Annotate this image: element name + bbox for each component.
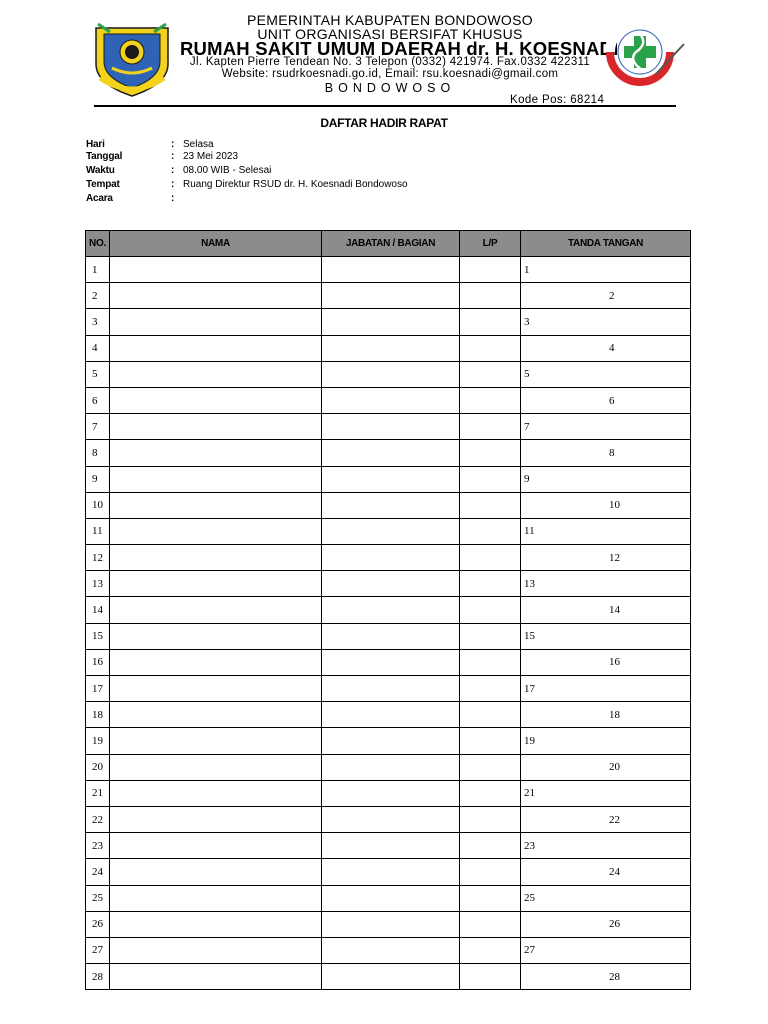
gender-cell[interactable] (460, 623, 521, 649)
table-header-row (86, 231, 691, 257)
name-cell[interactable] (110, 911, 322, 937)
row-number: 18 (86, 702, 110, 728)
info-colon: : (171, 179, 175, 190)
position-cell[interactable] (322, 440, 460, 466)
info-value: 23 Mei 2023 (183, 151, 239, 162)
signature-cell[interactable]: 1 (521, 257, 691, 283)
signature-cell[interactable]: 27 (521, 937, 691, 963)
row-number: 25 (86, 885, 110, 911)
header-gender: L/P (460, 231, 521, 257)
table-row (86, 676, 691, 702)
letterhead-divider (94, 105, 676, 107)
row-number: 26 (86, 911, 110, 937)
table-row (86, 440, 691, 466)
gender-cell[interactable] (460, 649, 521, 675)
position-cell[interactable] (322, 964, 460, 990)
name-cell[interactable] (110, 780, 322, 806)
document-title: DAFTAR HADIR RAPAT (320, 116, 448, 130)
table-row (86, 937, 691, 963)
gender-cell[interactable] (460, 440, 521, 466)
row-number: 15 (86, 623, 110, 649)
signature-cell[interactable]: 6 (521, 387, 691, 413)
gender-cell[interactable] (460, 387, 521, 413)
name-cell[interactable] (110, 806, 322, 832)
position-cell[interactable] (322, 623, 460, 649)
letterhead-contact: Website: rsudrkoesnadi.go.id, Email: rsu.koesnadi@gmail.com (221, 68, 559, 80)
letterhead-government: PEMERINTAH KABUPATEN BONDOWOSO (247, 12, 533, 28)
info-value: 08.00 WIB - Selesai (183, 165, 272, 176)
signature-cell[interactable]: 21 (521, 780, 691, 806)
name-cell[interactable] (110, 937, 322, 963)
row-number: 13 (86, 571, 110, 597)
signature-cell[interactable]: 22 (521, 806, 691, 832)
gender-cell[interactable] (460, 257, 521, 283)
signature-cell[interactable]: 20 (521, 754, 691, 780)
name-cell[interactable] (110, 387, 322, 413)
row-number: 1 (86, 257, 110, 283)
name-cell[interactable] (110, 728, 322, 754)
gender-cell[interactable] (460, 833, 521, 859)
name-cell[interactable] (110, 283, 322, 309)
signature-cell[interactable]: 19 (521, 728, 691, 754)
row-number: 4 (86, 335, 110, 361)
table-row (86, 361, 691, 387)
position-cell[interactable] (322, 833, 460, 859)
position-cell[interactable] (322, 257, 460, 283)
table-row (86, 754, 691, 780)
attendance-table (85, 230, 691, 990)
info-colon: : (171, 139, 175, 150)
info-colon: : (171, 165, 175, 176)
info-label: Waktu (86, 165, 115, 176)
table-row (86, 309, 691, 335)
position-cell[interactable] (322, 754, 460, 780)
signature-cell[interactable]: 5 (521, 361, 691, 387)
name-cell[interactable] (110, 571, 322, 597)
gender-cell[interactable] (460, 859, 521, 885)
position-cell[interactable] (322, 387, 460, 413)
table-row (86, 964, 691, 990)
row-number: 2 (86, 283, 110, 309)
gender-cell[interactable] (460, 335, 521, 361)
name-cell[interactable] (110, 676, 322, 702)
position-cell[interactable] (322, 911, 460, 937)
table-row (86, 885, 691, 911)
bondowoso-emblem-icon (90, 18, 174, 98)
gender-cell[interactable] (460, 911, 521, 937)
name-cell[interactable] (110, 833, 322, 859)
table-row (86, 597, 691, 623)
row-number: 28 (86, 964, 110, 990)
position-cell[interactable] (322, 676, 460, 702)
table-body (86, 257, 691, 990)
signature-cell[interactable]: 4 (521, 335, 691, 361)
signature-cell[interactable]: 13 (521, 571, 691, 597)
table-row (86, 518, 691, 544)
row-number: 16 (86, 649, 110, 675)
gender-cell[interactable] (460, 545, 521, 571)
header-name: NAMA (110, 231, 322, 257)
gender-cell[interactable] (460, 361, 521, 387)
signature-cell[interactable]: 14 (521, 597, 691, 623)
info-value: Ruang Direktur RSUD dr. H. Koesnadi Bondowoso (183, 179, 408, 190)
info-label: Tempat (86, 179, 120, 190)
gender-cell[interactable] (460, 414, 521, 440)
table-row (86, 466, 691, 492)
signature-cell[interactable]: 8 (521, 440, 691, 466)
signature-cell[interactable]: 25 (521, 885, 691, 911)
name-cell[interactable] (110, 885, 322, 911)
table-row (86, 780, 691, 806)
name-cell[interactable] (110, 492, 322, 518)
table-row (86, 545, 691, 571)
signature-cell[interactable]: 24 (521, 859, 691, 885)
position-cell[interactable] (322, 518, 460, 544)
gender-cell[interactable] (460, 309, 521, 335)
gender-cell[interactable] (460, 780, 521, 806)
gender-cell[interactable] (460, 754, 521, 780)
table-row (86, 571, 691, 597)
row-number: 6 (86, 387, 110, 413)
table-row (86, 649, 691, 675)
gender-cell[interactable] (460, 676, 521, 702)
signature-cell[interactable]: 26 (521, 911, 691, 937)
position-cell[interactable] (322, 780, 460, 806)
info-label: Hari (86, 139, 105, 150)
table-row (86, 806, 691, 832)
table-row (86, 257, 691, 283)
info-colon: : (171, 151, 175, 162)
gender-cell[interactable] (460, 597, 521, 623)
position-cell[interactable] (322, 571, 460, 597)
gender-cell[interactable] (460, 885, 521, 911)
header-position: JABATAN / BAGIAN (322, 231, 460, 257)
header-no: NO. (86, 231, 110, 257)
gender-cell[interactable] (460, 702, 521, 728)
position-cell[interactable] (322, 728, 460, 754)
position-cell[interactable] (322, 414, 460, 440)
row-number: 8 (86, 440, 110, 466)
gender-cell[interactable] (460, 492, 521, 518)
name-cell[interactable] (110, 754, 322, 780)
position-cell[interactable] (322, 859, 460, 885)
info-value: Selasa (183, 139, 214, 150)
position-cell[interactable] (322, 937, 460, 963)
name-cell[interactable] (110, 518, 322, 544)
signature-cell[interactable]: 17 (521, 676, 691, 702)
gender-cell[interactable] (460, 283, 521, 309)
row-number: 20 (86, 754, 110, 780)
name-cell[interactable] (110, 623, 322, 649)
position-cell[interactable] (322, 885, 460, 911)
name-cell[interactable] (110, 414, 322, 440)
row-number: 11 (86, 518, 110, 544)
name-cell[interactable] (110, 257, 322, 283)
table-row (86, 387, 691, 413)
signature-cell[interactable]: 11 (521, 518, 691, 544)
postal-code: Kode Pos: 68214 (510, 94, 605, 106)
row-number: 23 (86, 833, 110, 859)
table-row (86, 414, 691, 440)
position-cell[interactable] (322, 283, 460, 309)
info-colon: : (171, 193, 175, 204)
signature-cell[interactable]: 12 (521, 545, 691, 571)
position-cell[interactable] (322, 466, 460, 492)
row-number: 22 (86, 806, 110, 832)
table-row (86, 492, 691, 518)
signature-cell[interactable]: 16 (521, 649, 691, 675)
signature-cell[interactable]: 7 (521, 414, 691, 440)
signature-cell[interactable]: 15 (521, 623, 691, 649)
name-cell[interactable] (110, 440, 322, 466)
gender-cell[interactable] (460, 571, 521, 597)
position-cell[interactable] (322, 545, 460, 571)
table-row (86, 335, 691, 361)
table-row (86, 623, 691, 649)
header-signature: TANDA TANGAN (521, 231, 691, 257)
table-row (86, 911, 691, 937)
gender-cell[interactable] (460, 466, 521, 492)
table-row (86, 702, 691, 728)
signature-cell[interactable]: 2 (521, 283, 691, 309)
position-cell[interactable] (322, 702, 460, 728)
signature-cell[interactable]: 9 (521, 466, 691, 492)
signature-cell[interactable]: 18 (521, 702, 691, 728)
table-row (86, 859, 691, 885)
name-cell[interactable] (110, 335, 322, 361)
gender-cell[interactable] (460, 806, 521, 832)
signature-cell[interactable]: 23 (521, 833, 691, 859)
row-number: 9 (86, 466, 110, 492)
row-number: 17 (86, 676, 110, 702)
name-cell[interactable] (110, 309, 322, 335)
table-row (86, 833, 691, 859)
letterhead-hospital-name: RUMAH SAKIT UMUM DAERAH dr. H. KOESNADI (180, 38, 619, 59)
row-number: 7 (86, 414, 110, 440)
row-number: 24 (86, 859, 110, 885)
position-cell[interactable] (322, 649, 460, 675)
signature-cell[interactable]: 3 (521, 309, 691, 335)
row-number: 3 (86, 309, 110, 335)
row-number: 12 (86, 545, 110, 571)
row-number: 10 (86, 492, 110, 518)
name-cell[interactable] (110, 859, 322, 885)
row-number: 14 (86, 597, 110, 623)
signature-cell[interactable]: 10 (521, 492, 691, 518)
name-cell[interactable] (110, 597, 322, 623)
position-cell[interactable] (322, 806, 460, 832)
position-cell[interactable] (322, 335, 460, 361)
gender-cell[interactable] (460, 518, 521, 544)
info-label: Acara (86, 193, 113, 204)
name-cell[interactable] (110, 545, 322, 571)
row-number: 19 (86, 728, 110, 754)
signature-cell[interactable]: 28 (521, 964, 691, 990)
rsud-emblem-icon (596, 14, 688, 86)
info-label: Tanggal (86, 151, 123, 162)
table-row (86, 283, 691, 309)
letterhead-city: BONDOWOSO (324, 81, 456, 95)
position-cell[interactable] (322, 361, 460, 387)
letterhead-address: Jl. Kapten Pierre Tendean No. 3 Telepon (0332) 421974. Fax.0332 422311 (189, 56, 591, 68)
position-cell[interactable] (322, 597, 460, 623)
position-cell[interactable] (322, 492, 460, 518)
name-cell[interactable] (110, 466, 322, 492)
position-cell[interactable] (322, 309, 460, 335)
name-cell[interactable] (110, 702, 322, 728)
gender-cell[interactable] (460, 728, 521, 754)
row-number: 5 (86, 361, 110, 387)
gender-cell[interactable] (460, 964, 521, 990)
row-number: 21 (86, 780, 110, 806)
name-cell[interactable] (110, 964, 322, 990)
table-row (86, 728, 691, 754)
name-cell[interactable] (110, 649, 322, 675)
name-cell[interactable] (110, 361, 322, 387)
letterhead-unit: UNIT ORGANISASI BERSIFAT KHUSUS (257, 26, 523, 42)
row-number: 27 (86, 937, 110, 963)
gender-cell[interactable] (460, 937, 521, 963)
